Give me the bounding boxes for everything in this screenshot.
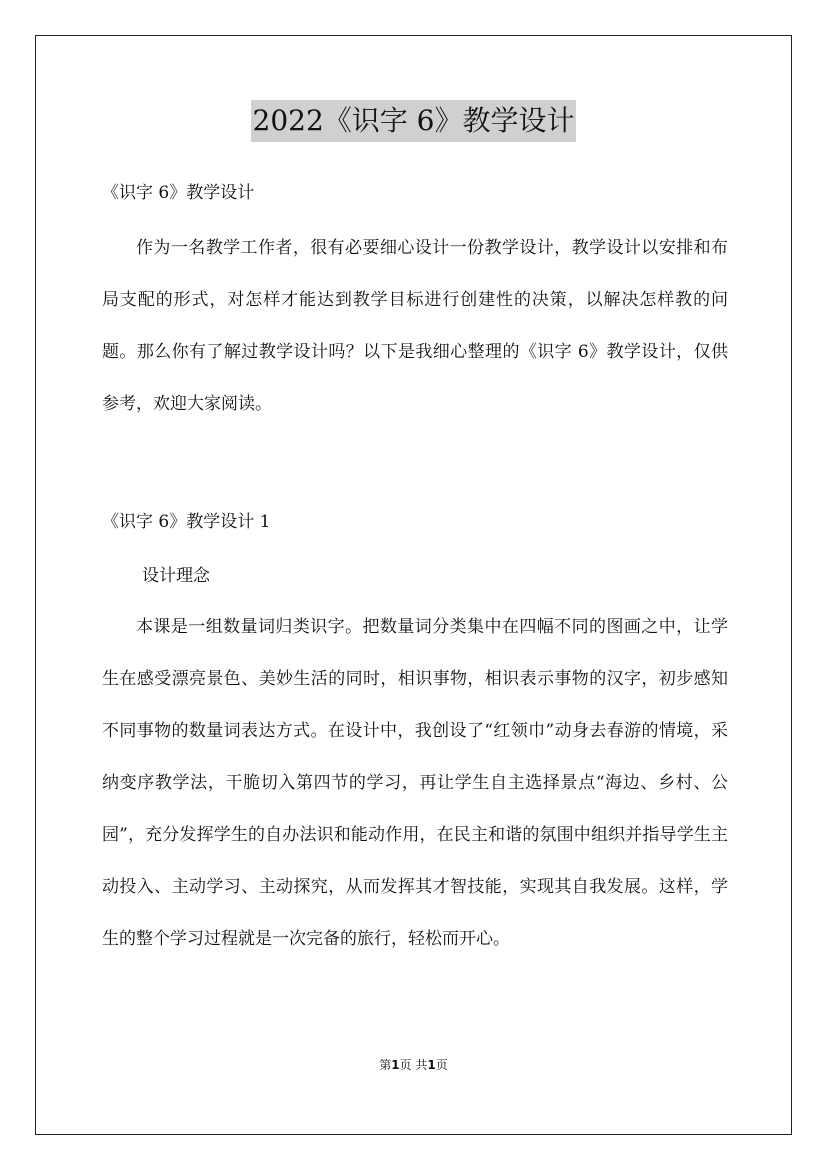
footer-page-prefix: 第 (379, 1058, 392, 1072)
footer-page-total: 1 (427, 1058, 436, 1072)
footer-page-suffix: 页 (435, 1058, 448, 1072)
document-title-text: 2022《识字 6》教学设计 (251, 100, 577, 142)
document-title (0, 100, 827, 142)
page-footer (0, 1056, 827, 1073)
section-heading: 《识字 6》教学设计 1 (102, 512, 271, 532)
document-subtitle: 《识字 6》教学设计 (102, 183, 255, 203)
footer-page-mid: 页 共 (399, 1058, 428, 1072)
intro-paragraph: 作为一名教学工作者，很有必要细心设计一份教学设计，教学设计以安排和布局支配的形式，对怎样才能达到教学目标进行创建性的决策，以解决怎样教的问题。那么你有了解过教学设计吗？以下是我细心整理的《识字 6》教学设计，仅供参考，欢迎大家阅读。 (102, 238, 728, 414)
footer-page-current: 1 (391, 1058, 400, 1072)
concept-heading: 设计理念 (142, 566, 210, 586)
concept-paragraph: 本课是一组数量词归类识字。把数量词分类集中在四幅不同的图画之中，让学生在感受漂亮景色、美妙生活的同时，相识事物，相识表示事物的汉字，初步感知不同事物的数量词表达方式。在设计中，我创设了“红领巾”动身去春游的情境，采纳变序教学法，干脆切入第四节的学习，再让学生自主选择景点“海边、乡村、公园”，充分发挥学生的自办法识和能动作用，在民主和谐的氛围中组织并指导学生主动投入、主动学习、主动探究，从而发挥其才智技能，实现其自我发展。这样，学生的整个学习过程就是一次完备的旅行，轻松而开心。 (102, 617, 728, 949)
